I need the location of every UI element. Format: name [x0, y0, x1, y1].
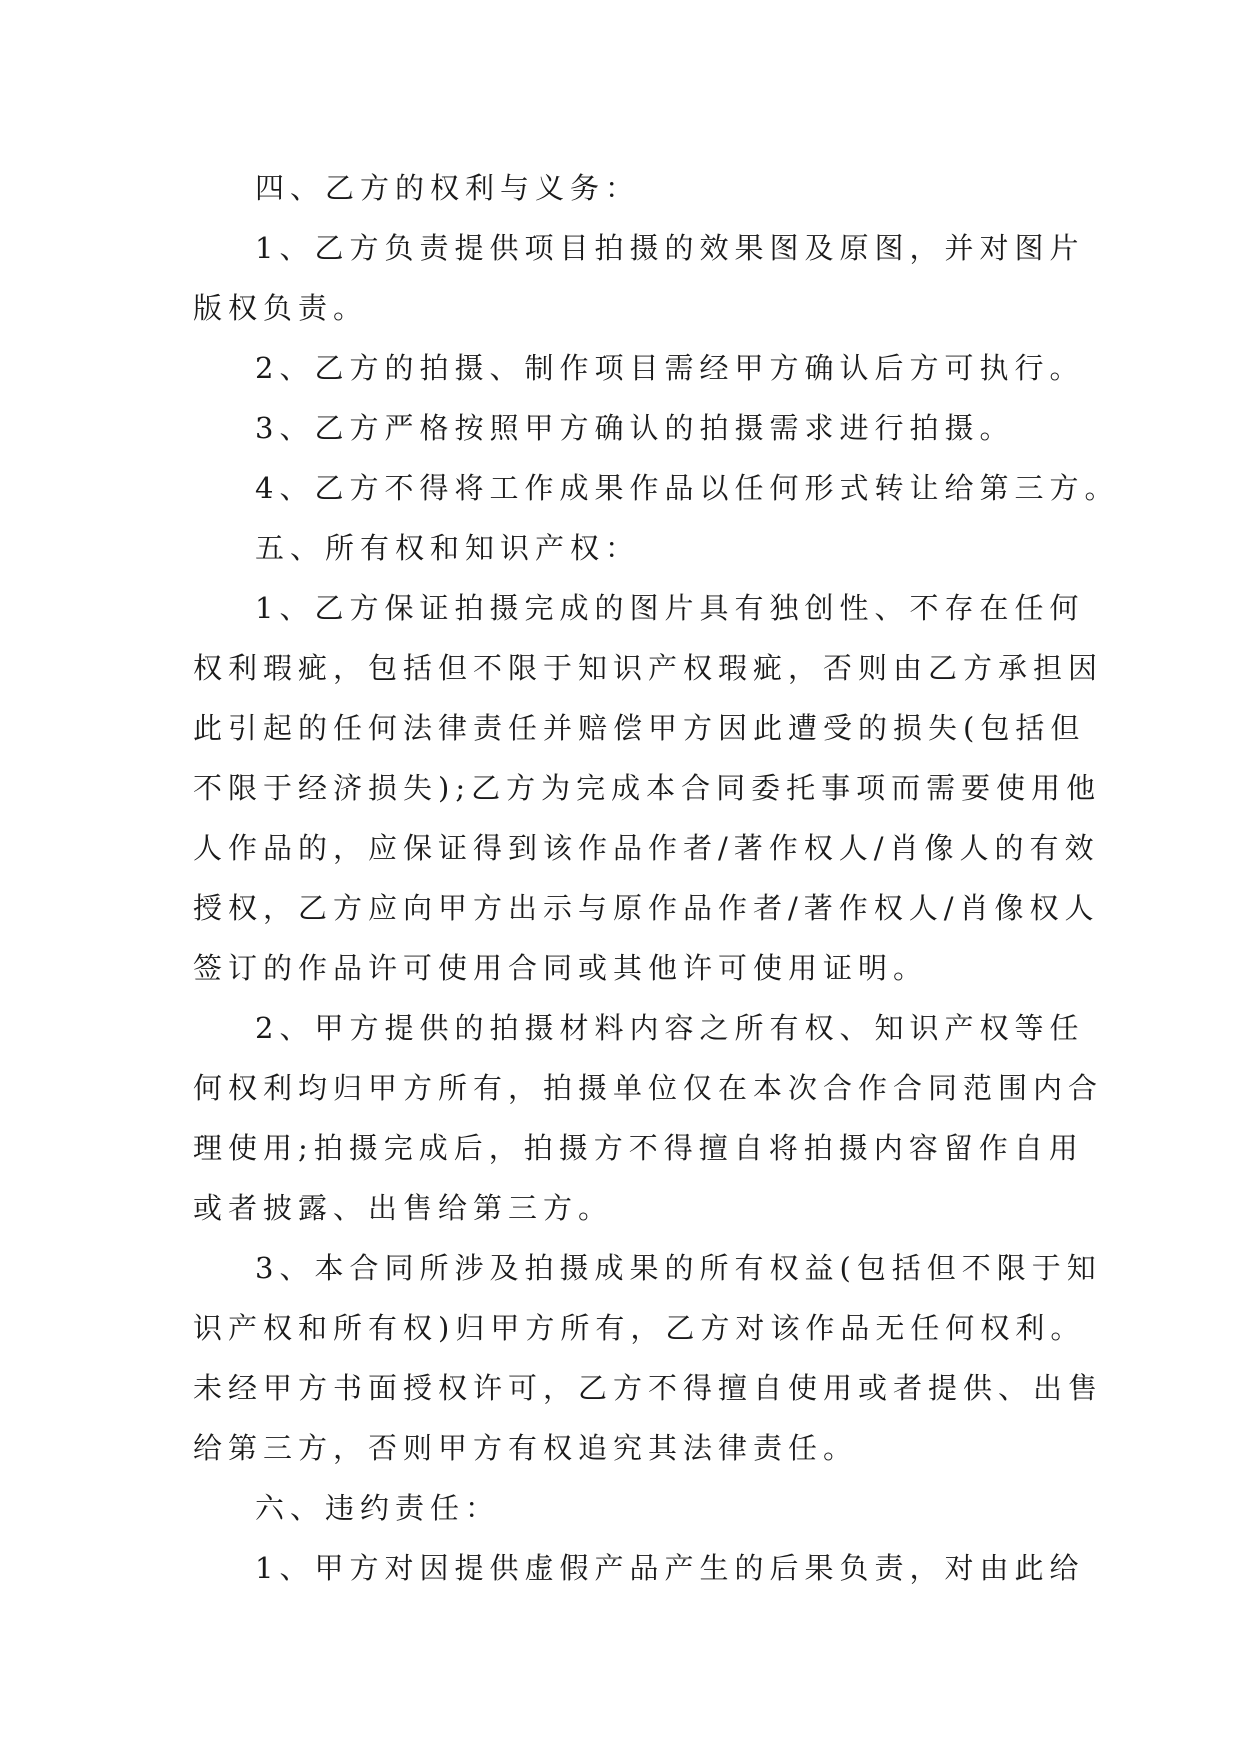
paragraph-line: 理使用;拍摄完成后，拍摄方不得擅自将拍摄内容留作自用: [193, 1131, 1084, 1165]
section-heading-5: 五、所有权和知识产权：: [255, 531, 641, 565]
paragraph-line: 给第三方，否则甲方有权追究其法律责任。: [193, 1431, 859, 1465]
paragraph-line: 3、乙方严格按照甲方确认的拍摄需求进行拍摄。: [255, 411, 1015, 445]
paragraph-line: 未经甲方书面授权许可，乙方不得擅自使用或者提供、出售: [193, 1371, 1104, 1405]
section-heading-4: 四、乙方的权利与义务：: [255, 171, 641, 205]
paragraph-line: 版权负责。: [193, 291, 369, 325]
paragraph-line: 人作品的，应保证得到该作品作者/著作权人/肖像人的有效: [193, 831, 1100, 865]
paragraph-line: 权利瑕疵，包括但不限于知识产权瑕疵，否则由乙方承担因: [193, 651, 1104, 685]
paragraph-line: 不限于经济损失);乙方为完成本合同委托事项而需要使用他: [193, 771, 1102, 805]
paragraph-line: 2、乙方的拍摄、制作项目需经甲方确认后方可执行。: [255, 351, 1085, 385]
paragraph-line: 4、乙方不得将工作成果作品以任何形式转让给第三方。: [255, 471, 1120, 505]
paragraph-line: 授权，乙方应向甲方出示与原作品作者/著作权人/肖像权人: [193, 891, 1100, 925]
document-body: [193, 158, 1120, 1598]
paragraph-line: 或者披露、出售给第三方。: [193, 1191, 614, 1225]
paragraph-line: 1、乙方负责提供项目拍摄的效果图及原图，并对图片: [255, 231, 1085, 265]
paragraph-line: 1、乙方保证拍摄完成的图片具有独创性、不存在任何: [255, 591, 1085, 625]
paragraph-line: 3、本合同所涉及拍摄成果的所有权益(包括但不限于知: [255, 1251, 1102, 1285]
paragraph-line: 签订的作品许可使用合同或其他许可使用证明。: [193, 951, 929, 985]
paragraph-line: 此引起的任何法律责任并赔偿甲方因此遭受的损失(包括但: [193, 711, 1086, 745]
paragraph-line: 2、甲方提供的拍摄材料内容之所有权、知识产权等任: [255, 1011, 1085, 1045]
paragraph-line: 1、甲方对因提供虚假产品产生的后果负责，对由此给: [255, 1551, 1085, 1585]
paragraph-line: 识产权和所有权)归甲方所有，乙方对该作品无任何权利。: [193, 1311, 1086, 1345]
paragraph-line: 何权利均归甲方所有，拍摄单位仅在本次合作合同范围内合: [193, 1071, 1104, 1105]
section-heading-6: 六、违约责任：: [255, 1491, 501, 1525]
